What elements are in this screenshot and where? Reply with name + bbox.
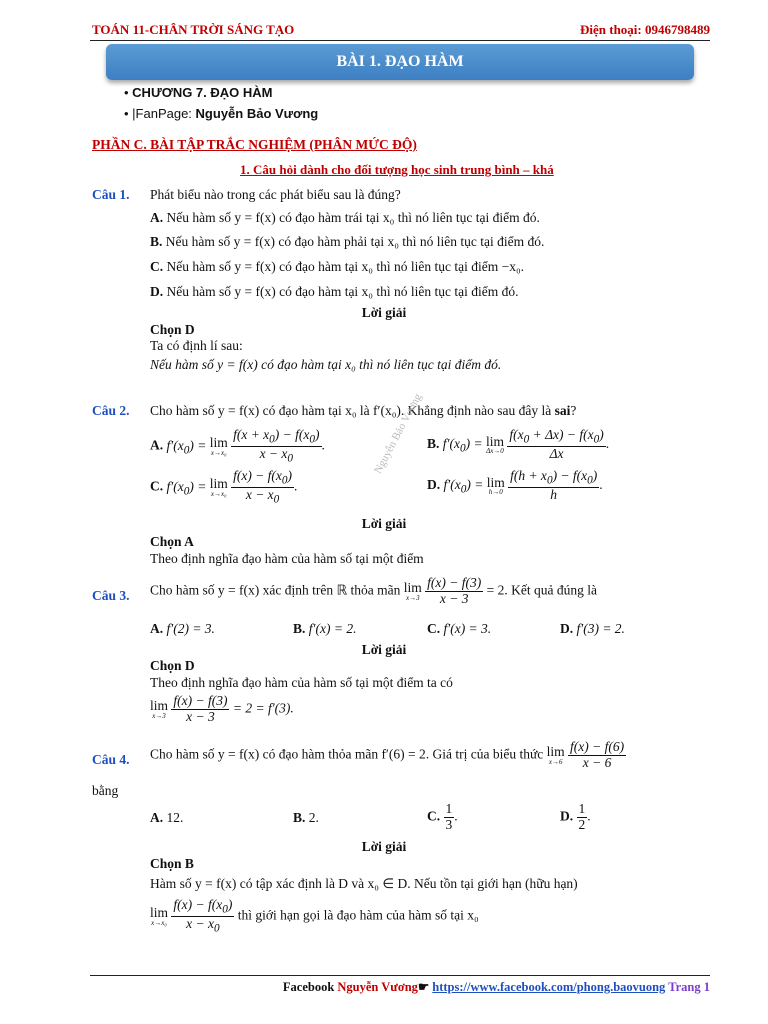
page-title: BÀI 1. ĐẠO HÀM [106, 44, 694, 80]
q3-option-c: C. f′(x) = 3. [427, 621, 492, 636]
q3-option-b: B. f′(x) = 2. [293, 621, 357, 636]
subsection-heading: 1. Câu hỏi dành cho đối tượng học sinh trung bình – khá [240, 162, 554, 177]
q1-number: Câu 1. [92, 187, 130, 202]
bullet-chapter: • CHƯƠNG 7. ĐẠO HÀM [124, 85, 273, 100]
watermark: Nguyễn Bảo Vương [372, 391, 425, 476]
q2-number: Câu 2. [92, 403, 130, 418]
header-phone: Điện thoại: 0946798489 [580, 22, 710, 37]
q4-solution-label: Lời giải [361, 839, 407, 854]
footer-link[interactable]: https://www.facebook.com/phong.baovuong [432, 980, 666, 994]
q4-number: Câu 4. [92, 752, 130, 767]
q2-option-a: A. $f'(x_0) = \lim$ x→x₀ $\frac{f(x + x_0) - f(x_0)}{x - x_0}$ . [150, 427, 325, 465]
q1-choice: Chọn D [150, 322, 195, 337]
q1-option-d: D. Nếu hàm số y = f(x) có đạo hàm tại x₀ thì nó liên tục tại điểm đó. [150, 284, 519, 299]
footer: Facebook Nguyễn Vương☛ https://www.facebook.com/phong.baovuong Trang 1 [282, 980, 710, 994]
footer-author: Nguyễn Vương [337, 980, 418, 994]
q1-option-b: B. Nếu hàm số y = f(x) có đạo hàm phải tại x₀ thì nó liên tục tại điểm đó. [150, 234, 545, 249]
q3-option-d: D. f′(3) = 2. [560, 621, 625, 636]
q4-explanation-1: Hàm số y = f(x) có tập xác định là D và x₀ ∈ D. Nếu tồn tại giới hạn (hữu hạn) [150, 876, 578, 891]
footer-divider [90, 975, 710, 976]
q1-option-a: A. Nếu hàm số y = f(x) có đạo hàm trái tại x₀ thì nó liên tục tại điểm đó. [150, 210, 540, 225]
q2-explanation: Theo định nghĩa đạo hàm của hàm số tại một điểm [150, 551, 424, 566]
q4-option-b: B. 2. [293, 810, 319, 825]
q3-solution-label: Lời giải [361, 642, 407, 657]
section-heading: PHẦN C. BÀI TẬP TRẮC NGHIỆM (PHÂN MỨC ĐỘ) [92, 137, 417, 152]
q4-stem-2: bằng [92, 783, 119, 798]
q2-stem: Cho hàm số y = f(x) có đạo hàm tại x₀ là f′(x₀). Khẳng định nào sau đây là sai? [150, 403, 577, 418]
q2-option-b: B. $f'(x_0) = \lim$ Δx→0 $\frac{f(x_0 + \Delta x) - f(x_0)}{\Delta x}$ . [427, 427, 610, 462]
q4-option-d: D. $\frac{1}{2}$ . [560, 801, 591, 832]
q2-option-d: D. $f'(x_0) = \lim$ h→0 $\frac{f(h + x_0) - f(x_0)}{h}$ . [427, 468, 603, 503]
q1-option-c: C. Nếu hàm số y = f(x) có đạo hàm tại x₀ thì nó liên tục tại điểm −x₀. [150, 259, 525, 274]
footer-page: Trang 1 [665, 980, 710, 994]
q3-number: Câu 3. [92, 588, 130, 603]
q4-choice: Chọn B [150, 856, 194, 871]
q1-explanation-2: Nếu hàm số y = f(x) có đạo hàm tại x₀ thì nó liên tục tại điểm đó. [150, 357, 502, 372]
q1-solution-label: Lời giải [361, 305, 407, 320]
q3-explanation: Theo định nghĩa đạo hàm của hàm số tại một điểm ta có [150, 675, 453, 690]
bullet-fanpage: • |FanPage: Nguyễn Bảo Vương [124, 106, 319, 121]
q3-option-a: A. f′(2) = 3. [150, 621, 215, 636]
q4-explanation-2: lim x→x₀ $\frac{f(x) - f(x_0)}{x - x_0}$ thì giới hạn gọi là đạo hàm của hàm số tại x₀ [150, 897, 479, 935]
q3-stem: Cho hàm số y = f(x) xác định trên ℝ thỏa mãn lim x→3 $\frac{f(x) - f(3)}{x - 3}$ = 2. Kết quả đúng là [150, 575, 597, 606]
header-divider [90, 40, 710, 41]
q3-choice: Chọn D [150, 658, 195, 673]
q4-stem: Cho hàm số y = f(x) có đạo hàm thỏa mãn f′(6) = 2. Giá trị của biểu thức lim x→6 $\frac{f(x) - f(6)}{x - 6}$ [150, 739, 625, 770]
q3-formula: lim x→3 $\frac{f(x) - f(3)}{x - 3}$ = 2 = f′(3). [150, 693, 294, 724]
q4-option-a: A. 12. [150, 810, 184, 825]
q1-explanation-1: Ta có định lí sau: [150, 338, 243, 353]
q4-option-c: C. $\frac{1}{3}$ . [427, 801, 458, 832]
q2-solution-label: Lời giải [361, 516, 407, 531]
q2-choice: Chọn A [150, 534, 194, 549]
q1-stem: Phát biểu nào trong các phát biểu sau là đúng? [150, 187, 401, 202]
header-course: TOÁN 11-CHÂN TRỜI SÁNG TẠO [92, 22, 295, 37]
q2-option-c: C. $f'(x_0) = \lim$ x→x₀ $\frac{f(x) - f(x_0)}{x - x_0}$ . [150, 468, 298, 506]
